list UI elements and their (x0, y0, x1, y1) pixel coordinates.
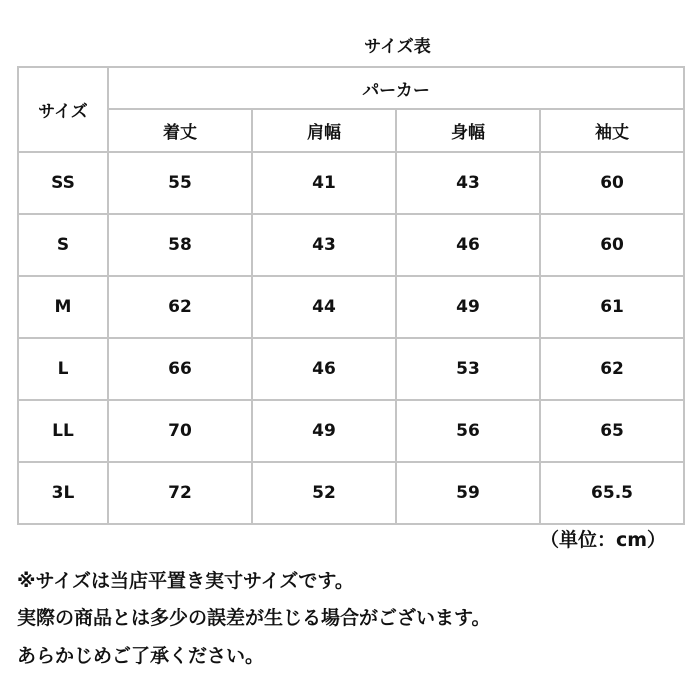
table-cell: 56 (396, 400, 540, 462)
note-line: 実際の商品とは多少の誤差が生じる場合がございます。 (17, 607, 491, 629)
table-cell: 62 (108, 276, 252, 338)
table-cell: 46 (252, 338, 396, 400)
group-header: パーカー (108, 67, 684, 109)
size-cell: M (18, 276, 108, 338)
table-cell: 43 (396, 152, 540, 214)
table-cell: 53 (396, 338, 540, 400)
table-header-row (18, 67, 684, 109)
column-header: 肩幅 (252, 109, 396, 152)
column-header: 身幅 (396, 109, 540, 152)
table-cell: 49 (252, 400, 396, 462)
size-cell: L (18, 338, 108, 400)
table-cell: 66 (108, 338, 252, 400)
table-cell: 72 (108, 462, 252, 524)
table-row (18, 462, 684, 524)
table-cell: 60 (540, 152, 684, 214)
size-column-header: サイズ (18, 67, 108, 152)
table-cell: 58 (108, 214, 252, 276)
table-cell: 55 (108, 152, 252, 214)
table-cell: 65.5 (540, 462, 684, 524)
table-cell: 46 (396, 214, 540, 276)
table-cell: 61 (540, 276, 684, 338)
page-title: サイズ表 (364, 37, 431, 57)
size-cell: LL (18, 400, 108, 462)
table-cell: 43 (252, 214, 396, 276)
table-cell: 41 (252, 152, 396, 214)
table-row (18, 214, 684, 276)
table-cell: 52 (252, 462, 396, 524)
unit-note: （単位：cm） (539, 529, 666, 551)
table-cell: 60 (540, 214, 684, 276)
column-header: 袖丈 (540, 109, 684, 152)
size-cell: S (18, 214, 108, 276)
table-row (18, 338, 684, 400)
note-line: あらかじめご了承ください。 (17, 645, 265, 667)
size-cell: SS (18, 152, 108, 214)
table-row (18, 152, 684, 214)
table-subheader-row (18, 109, 684, 152)
size-table (17, 66, 685, 525)
table-cell: 70 (108, 400, 252, 462)
table-cell: 49 (396, 276, 540, 338)
table-row (18, 400, 684, 462)
note-line: ※サイズは当店平置き実寸サイズです。 (17, 570, 354, 592)
size-cell: 3L (18, 462, 108, 524)
table-cell: 44 (252, 276, 396, 338)
table-cell: 62 (540, 338, 684, 400)
table-cell: 65 (540, 400, 684, 462)
column-header: 着丈 (108, 109, 252, 152)
table-row (18, 276, 684, 338)
table-cell: 59 (396, 462, 540, 524)
